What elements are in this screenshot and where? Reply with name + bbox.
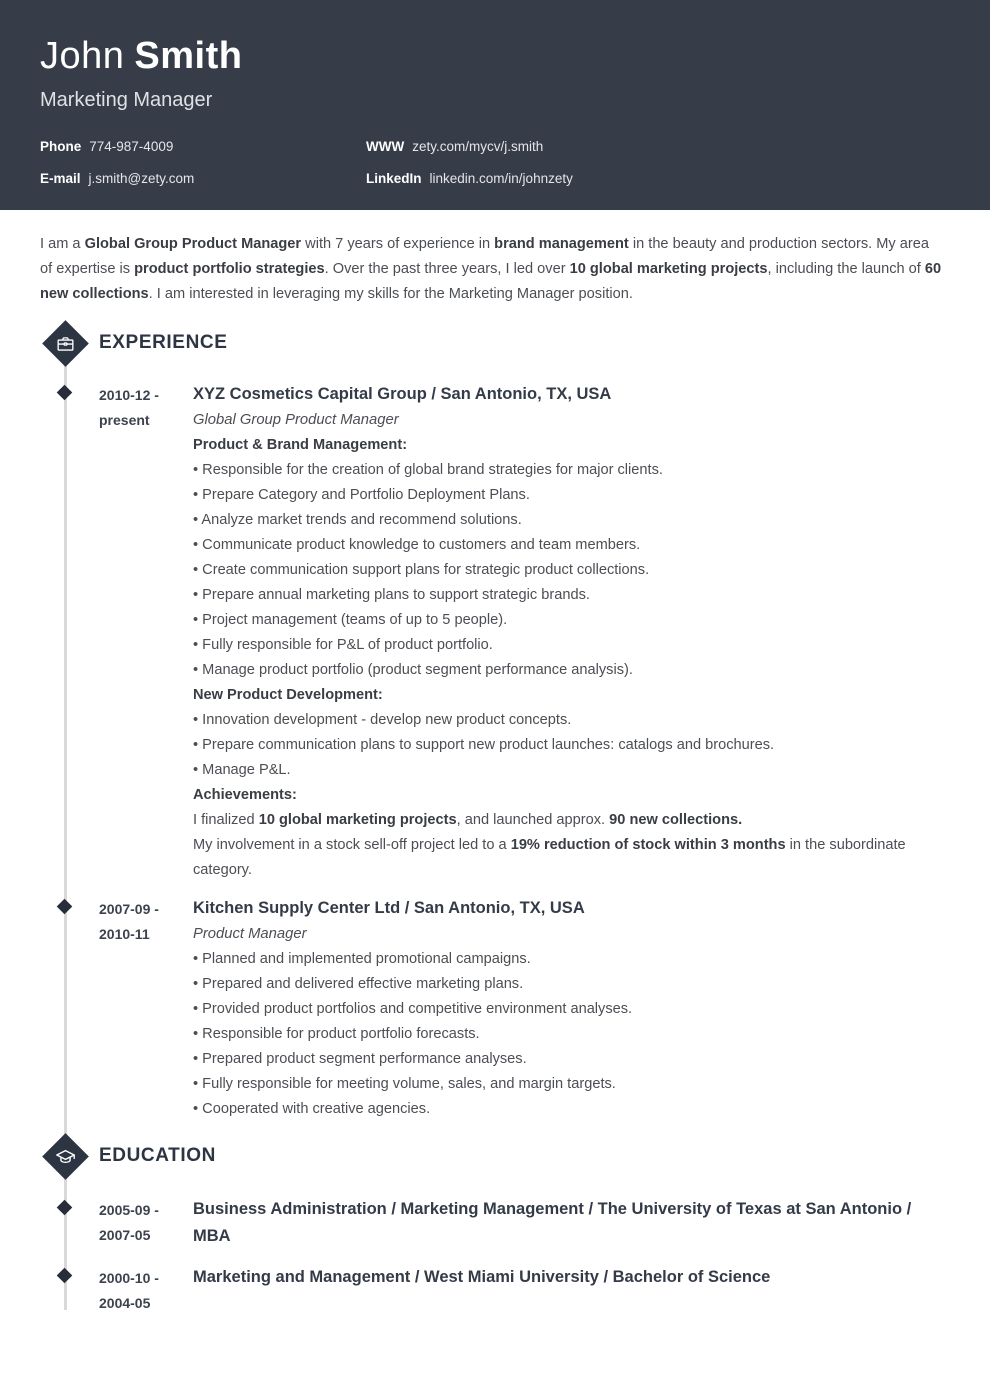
education-section-title: EDUCATION xyxy=(99,1145,216,1166)
entry-text xyxy=(193,808,945,833)
resume-body xyxy=(0,210,990,1316)
text-segment: 19% reduction of stock within 3 months xyxy=(510,837,786,853)
first-name: John xyxy=(40,35,125,77)
bullet-item: • Fully responsible for P&L of product portfolio. xyxy=(193,637,493,653)
entry-position: Product Manager xyxy=(193,926,307,942)
diamond-bullet-icon xyxy=(57,899,73,915)
contact-label: E-mail xyxy=(40,171,81,186)
timeline-marker xyxy=(40,1264,99,1316)
entry-date-start: 2007-09 - xyxy=(99,901,159,917)
entry-content xyxy=(193,381,945,883)
contact-value: 774-987-4009 xyxy=(89,139,174,154)
bullet-item: • Prepare communication plans to support new product launches: catalogs and brochures. xyxy=(193,737,775,753)
bullet-marker: • xyxy=(193,487,203,503)
bullet-marker: • xyxy=(193,587,203,603)
contact-list xyxy=(40,138,945,188)
bullet-item: • Project management (teams of up to 5 people). xyxy=(193,612,508,628)
entry-title: XYZ Cosmetics Capital Group / San Antonio, TX, USA xyxy=(193,385,612,403)
bullet-item: • Planned and implemented promotional campaigns. xyxy=(193,951,531,967)
contact-item xyxy=(40,138,366,156)
contact-value: j.smith@zety.com xyxy=(88,171,195,186)
timeline-marker xyxy=(40,895,99,1122)
entry-date-start: 2005-09 - xyxy=(99,1202,159,1218)
text-segment: 10 global marketing projects xyxy=(569,261,768,277)
text-segment: , and launched approx. xyxy=(456,812,610,828)
bullet-item: • Responsible for product portfolio forecasts. xyxy=(193,1026,480,1042)
text-segment: product portfolio strategies xyxy=(134,261,325,277)
bullet-item: • Manage product portfolio (product segment performance analysis). xyxy=(193,662,633,678)
experience-entry xyxy=(40,381,945,883)
text-segment: with 7 years of experience in xyxy=(301,236,495,252)
entry-content xyxy=(193,895,945,1122)
bullet-marker: • xyxy=(193,1001,203,1017)
candidate-name xyxy=(40,0,945,78)
entry-subheading: Achievements: xyxy=(193,787,297,803)
bullet-item: • Cooperated with creative agencies. xyxy=(193,1101,431,1117)
bullet-item: • Provided product portfolios and competitive environment analyses. xyxy=(193,1001,633,1017)
entry-content xyxy=(193,1264,945,1316)
bullet-marker: • xyxy=(193,462,203,478)
entry-date-end: 2007-05 xyxy=(99,1227,151,1243)
bullet-item: • Fully responsible for meeting volume, sales, and margin targets. xyxy=(193,1076,616,1092)
contact-value: zety.com/mycv/j.smith xyxy=(412,139,544,154)
bullet-item: • Analyze market trends and recommend solutions. xyxy=(193,512,522,528)
graduation-cap-icon xyxy=(54,1145,76,1167)
diamond-bullet-icon xyxy=(57,1200,73,1216)
bullet-item: • Prepare Category and Portfolio Deployment Plans. xyxy=(193,487,530,503)
bullet-item: • Communicate product knowledge to customers and team members. xyxy=(193,537,641,553)
bullet-marker: • xyxy=(193,951,203,967)
entry-subheading: New Product Development: xyxy=(193,687,383,703)
bullet-marker: • xyxy=(193,562,203,578)
text-segment: brand management xyxy=(494,236,629,252)
entry-dates xyxy=(99,895,193,1122)
experience-entries xyxy=(40,381,945,1122)
diamond-bullet-icon xyxy=(57,385,73,401)
bullet-marker: • xyxy=(193,662,203,678)
contact-item xyxy=(40,170,366,188)
entry-date-end: present xyxy=(99,412,150,428)
contact-item xyxy=(366,138,945,156)
text-segment: I am a xyxy=(40,236,85,252)
text-segment: in the beauty and production sectors. My area of expertise is xyxy=(40,236,929,277)
bullet-item: • Manage P&L. xyxy=(193,762,291,778)
bullet-item: • Responsible for the creation of global brand strategies for major clients. xyxy=(193,462,663,478)
experience-entry xyxy=(40,895,945,1122)
bullet-item: • Innovation development - develop new product concepts. xyxy=(193,712,572,728)
timeline-marker xyxy=(40,1196,99,1250)
education-section-header xyxy=(40,1130,945,1182)
entry-text xyxy=(193,833,945,883)
bullet-marker: • xyxy=(193,1101,203,1117)
text-segment: . I am interested in leveraging my skills for the Marketing Manager position. xyxy=(148,286,633,302)
bullet-item: • Prepare annual marketing plans to support strategic brands. xyxy=(193,587,590,603)
entry-dates xyxy=(99,1196,193,1250)
entry-date-start: 2010-12 - xyxy=(99,387,159,403)
entry-title: Business Administration / Marketing Management / The University of Texas at San Antonio / MBA xyxy=(193,1200,912,1245)
entry-title: Kitchen Supply Center Ltd / San Antonio, TX, USA xyxy=(193,899,585,917)
entry-dates xyxy=(99,1264,193,1316)
last-name: Smith xyxy=(134,35,243,77)
diamond-bullet-icon xyxy=(57,1268,73,1284)
text-segment: Global Group Product Manager xyxy=(84,236,302,252)
entry-dates xyxy=(99,381,193,883)
entry-date-end: 2004-05 xyxy=(99,1295,151,1311)
resume-header xyxy=(0,0,990,210)
text-segment: 90 new collections. xyxy=(609,812,743,828)
bullet-marker: • xyxy=(193,612,203,628)
timeline-marker xyxy=(40,381,99,883)
briefcase-icon xyxy=(55,333,75,353)
experience-icon-diamond xyxy=(40,318,90,368)
education-entry xyxy=(40,1264,945,1316)
bullet-marker: • xyxy=(193,537,203,553)
text-segment: , including the launch of xyxy=(767,261,925,277)
text-segment: I finalized xyxy=(193,812,259,828)
education-entries xyxy=(40,1196,945,1316)
text-segment: My involvement in a stock sell-off project led to a xyxy=(193,837,511,853)
education-icon-diamond xyxy=(40,1131,90,1181)
bullet-marker: • xyxy=(193,512,202,528)
bullet-item: • Prepared and delivered effective marketing plans. xyxy=(193,976,524,992)
entry-title: Marketing and Management / West Miami University / Bachelor of Science xyxy=(193,1268,771,1286)
text-segment: in the subordinate category. xyxy=(193,837,906,878)
text-segment: 10 global marketing projects xyxy=(258,812,457,828)
bullet-item: • Create communication support plans for strategic product collections. xyxy=(193,562,650,578)
bullet-marker: • xyxy=(193,737,203,753)
entry-position: Global Group Product Manager xyxy=(193,412,399,428)
text-segment: 60 new collections xyxy=(40,261,942,302)
bullet-marker: • xyxy=(193,762,203,778)
entry-date-start: 2000-10 - xyxy=(99,1270,159,1286)
contact-label: Phone xyxy=(40,139,82,154)
experience-section-header xyxy=(40,317,945,369)
bullet-item: • Prepared product segment performance analyses. xyxy=(193,1051,527,1067)
bullet-marker: • xyxy=(193,976,203,992)
candidate-job-title: Marketing Manager xyxy=(40,89,213,111)
contact-item xyxy=(366,170,945,188)
bullet-marker: • xyxy=(193,712,203,728)
experience-section-title: EXPERIENCE xyxy=(99,332,228,353)
contact-label: WWW xyxy=(366,139,405,154)
entry-subheading: Product & Brand Management: xyxy=(193,437,408,453)
bullet-marker: • xyxy=(193,1051,203,1067)
bullet-marker: • xyxy=(193,1026,203,1042)
education-entry xyxy=(40,1196,945,1250)
contact-label: LinkedIn xyxy=(366,171,422,186)
contact-value: linkedin.com/in/johnzety xyxy=(429,171,573,186)
entry-date-end: 2010-11 xyxy=(99,926,150,942)
bullet-marker: • xyxy=(193,1076,203,1092)
text-segment: . Over the past three years, I led over xyxy=(324,261,570,277)
bullet-marker: • xyxy=(193,637,203,653)
entry-content xyxy=(193,1196,945,1250)
summary-text xyxy=(40,210,945,307)
